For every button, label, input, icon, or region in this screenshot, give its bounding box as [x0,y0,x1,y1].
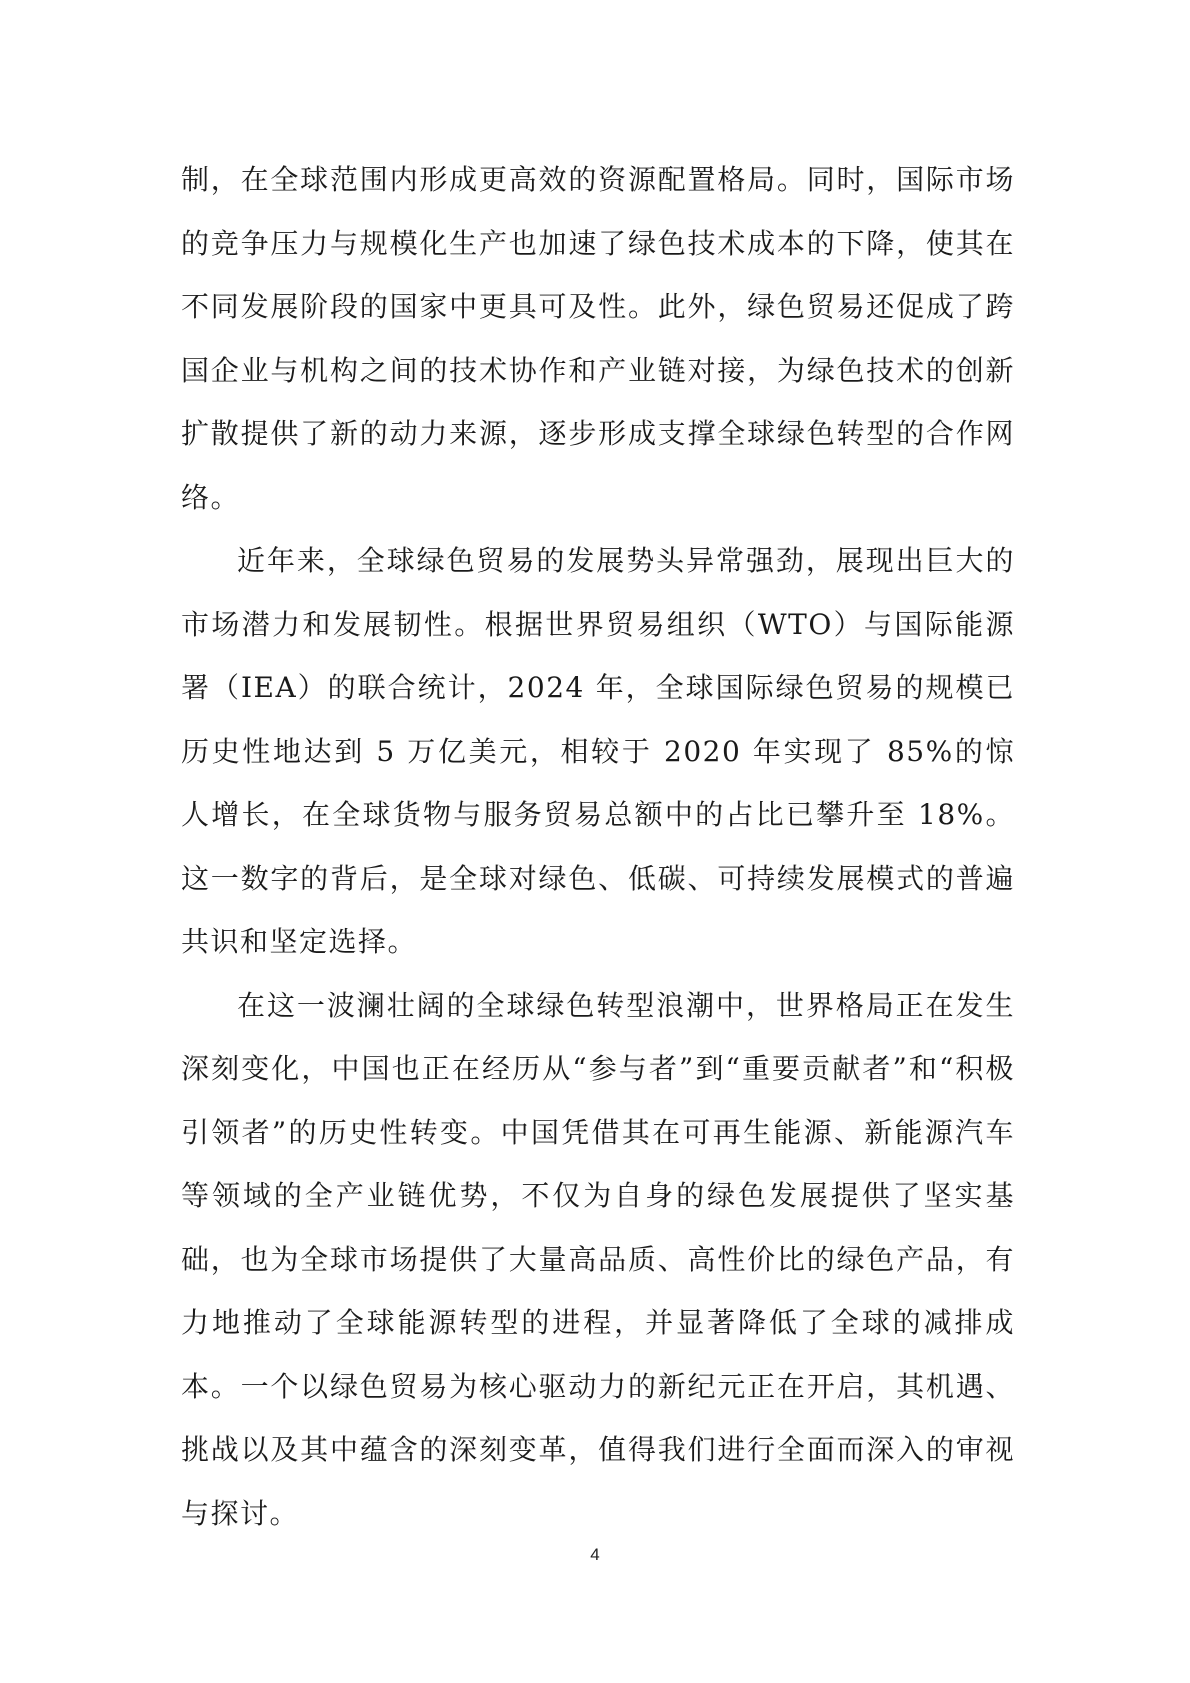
paragraph-green-trade-growth: 近年来，全球绿色贸易的发展势头异常强劲，展现出巨大的市场潜力和发展韧性。根据世界贸易组织（WTO）与国际能源署（IEA）的联合统计，2024 年，全球国际绿色贸易的规模已历史性地达到 5 万亿美元，相较于 2020 年实现了 85%的惊人增长，在全球货物与服务贸易总额中的占比已攀升至 18%。这一数字的背后，是全球对绿色、低碳、可持续发展模式的普遍共识和坚定选择。 [181,544,1015,958]
page-number: 4 [590,1545,600,1564]
body-text [181,148,1015,1545]
paragraph-continuation: 制，在全球范围内形成更高效的资源配置格局。同时，国际市场的竞争压力与规模化生产也加速了绿色技术成本的下降，使其在不同发展阶段的国家中更具可及性。此外，绿色贸易还促成了跨国企业与机构之间的技术协作和产业链对接，为绿色技术的创新扩散提供了新的动力来源，逐步形成支撑全球绿色转型的合作网络。 [181,163,1015,514]
paragraph-china-role: 在这一波澜壮阔的全球绿色转型浪潮中，世界格局正在发生深刻变化，中国也正在经历从“参与者”到“重要贡献者”和“积极引领者”的历史性转变。中国凭借其在可再生能源、新能源汽车等领域的全产业链优势，不仅为自身的绿色发展提供了坚实基础，也为全球市场提供了大量高品质、高性价比的绿色产品，有力地推动了全球能源转型的进程，并显著降低了全球的减排成本。一个以绿色贸易为核心驱动力的新纪元正在开启，其机遇、挑战以及其中蕴含的深刻变革，值得我们进行全面而深入的审视与探讨。 [181,988,1015,1530]
